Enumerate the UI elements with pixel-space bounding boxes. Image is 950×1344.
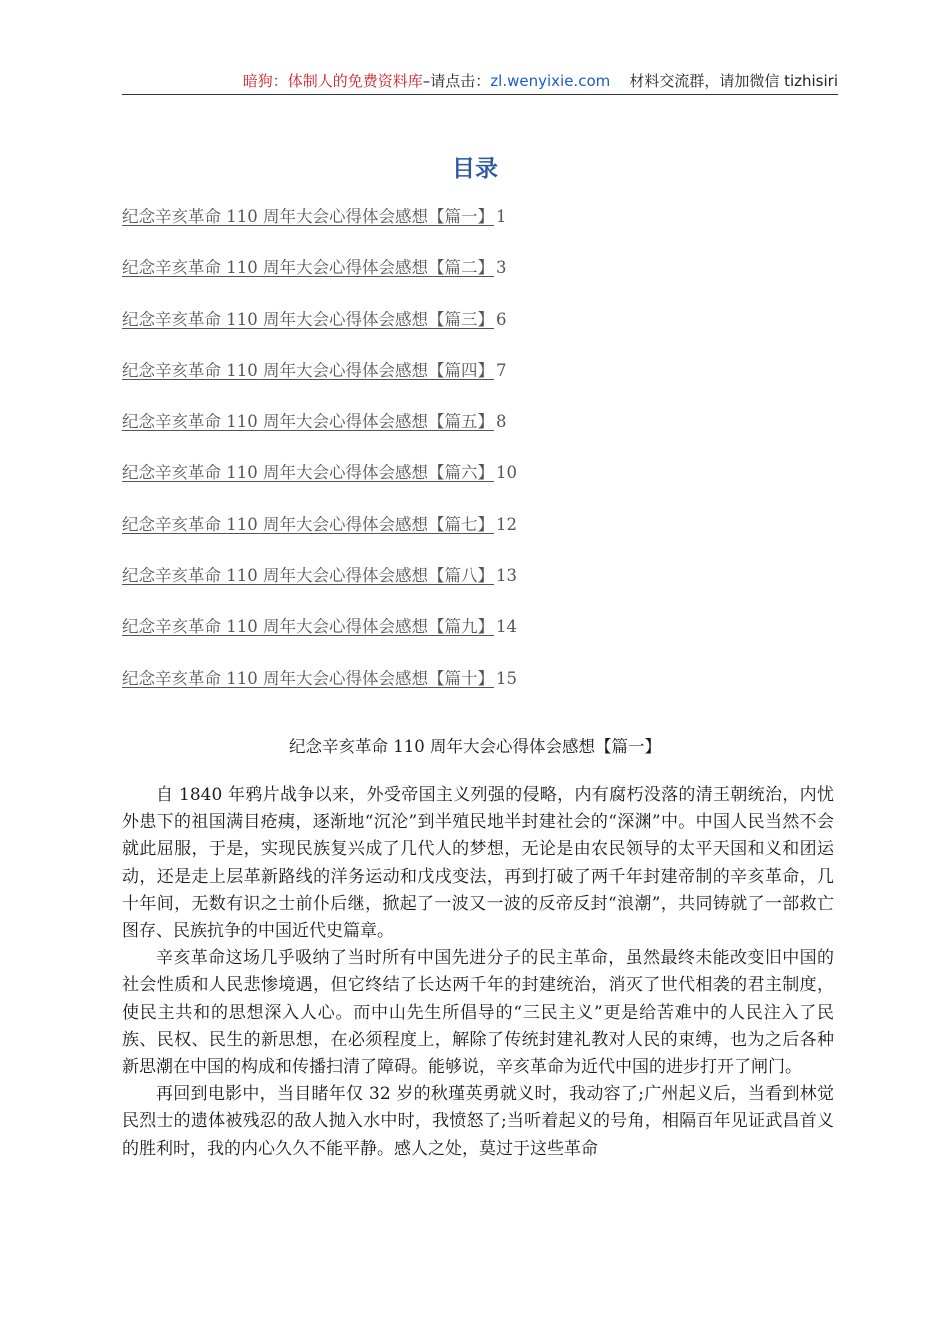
- toc-entry: [122, 562, 517, 613]
- toc-entry-page: 14: [495, 617, 517, 637]
- toc-entry-page: 7: [495, 360, 507, 380]
- toc-entry-page: 13: [495, 566, 517, 586]
- page-header: [122, 70, 838, 95]
- toc-entry-link[interactable]: 纪念辛亥革命 110 周年大会心得体会感想【篇十】: [122, 668, 494, 688]
- article-body: [122, 782, 834, 1163]
- header-url-link[interactable]: zl.wenyixie.com: [490, 72, 611, 90]
- toc-entry: [122, 357, 517, 408]
- table-of-contents: [122, 203, 517, 716]
- toc-entry-page: 15: [495, 668, 517, 688]
- toc-entry: [122, 511, 517, 562]
- toc-entry: [122, 203, 517, 254]
- toc-entry-link[interactable]: 纪念辛亥革命 110 周年大会心得体会感想【篇二】: [122, 258, 494, 278]
- header-brand: 暗狗：体制人的免费资料库: [242, 72, 423, 90]
- toc-entry-page: 12: [495, 514, 517, 534]
- toc-title: 目录: [452, 156, 498, 182]
- toc-entry-page: 1: [495, 207, 507, 226]
- toc-entry-link[interactable]: 纪念辛亥革命 110 周年大会心得体会感想【篇八】: [122, 566, 494, 586]
- toc-entry-link[interactable]: 纪念辛亥革命 110 周年大会心得体会感想【篇六】: [122, 463, 494, 483]
- toc-entry-page: 8: [495, 412, 507, 432]
- toc-entry: [122, 254, 517, 305]
- toc-entry: [122, 408, 517, 459]
- header-wechat-note: 材料交流群，请加微信 tizhisiri: [629, 72, 838, 90]
- toc-entry-link[interactable]: 纪念辛亥革命 110 周年大会心得体会感想【篇三】: [122, 309, 494, 329]
- toc-entry-link[interactable]: 纪念辛亥革命 110 周年大会心得体会感想【篇五】: [122, 412, 494, 432]
- toc-entry-page: 6: [495, 309, 507, 329]
- article-paragraph: 自 1840 年鸦片战争以来，外受帝国主义列强的侵略，内有腐朽没落的清王朝统治，内忧外患下的祖国满目疮痍，逐渐地“沉沦”到半殖民地半封建社会的“深渊”中。中国人民当然不会就此屈服，于是，实现民族复兴成了几代人的梦想，无论是由农民领导的太平天国和义和团运动，还是走上层革新路线的洋务运动和戊戌变法，再到打破了两千年封建帝制的辛亥革命，几十年间，无数有识之士前仆后继，掀起了一波又一波的反帝反封“浪潮”，共同铸就了一部救亡图存、民族抗争的中国近代史篇章。: [122, 785, 834, 942]
- toc-entry-link[interactable]: 纪念辛亥革命 110 周年大会心得体会感想【篇九】: [122, 617, 494, 637]
- article-title: 纪念辛亥革命 110 周年大会心得体会感想【篇一】: [289, 737, 661, 756]
- toc-entry: [122, 306, 517, 357]
- article-paragraph: 辛亥革命这场几乎吸纳了当时所有中国先进分子的民主革命，虽然最终未能改变旧中国的社会性质和人民悲惨境遇，但它终结了长达两千年的封建统治，消灭了世代相袭的君主制度，使民主共和的思想深入人心。而中山先生所倡导的“三民主义”更是给苦难中的人民注入了民族、民权、民生的新思想，在必须程度上，解除了传统封建礼教对人民的束缚，也为之后各种新思潮在中国的构成和传播扫清了障碍。能够说，辛亥革命为近代中国的进步打开了闸门。: [122, 948, 834, 1078]
- toc-entry-page: 3: [495, 258, 507, 278]
- toc-entry-page: 10: [495, 463, 517, 483]
- toc-entry-link[interactable]: 纪念辛亥革命 110 周年大会心得体会感想【篇一】: [122, 207, 494, 226]
- toc-entry-link[interactable]: 纪念辛亥革命 110 周年大会心得体会感想【篇四】: [122, 360, 494, 380]
- article-paragraph: 再回到电影中，当目睹年仅 32 岁的秋瑾英勇就义时，我动容了;广州起义后，当看到林觉民烈士的遗体被残忍的敌人抛入水中时，我愤怒了;当听着起义的号角，相隔百年见证武昌首义的胜利时，我的内心久久不能平静。感人之处，莫过于这些革命: [122, 1084, 834, 1159]
- toc-entry: [122, 613, 517, 664]
- toc-entry-link[interactable]: 纪念辛亥革命 110 周年大会心得体会感想【篇七】: [122, 514, 494, 534]
- toc-entry: [122, 459, 517, 510]
- header-click-prefix: –请点击：: [422, 72, 491, 90]
- toc-entry: [122, 665, 517, 716]
